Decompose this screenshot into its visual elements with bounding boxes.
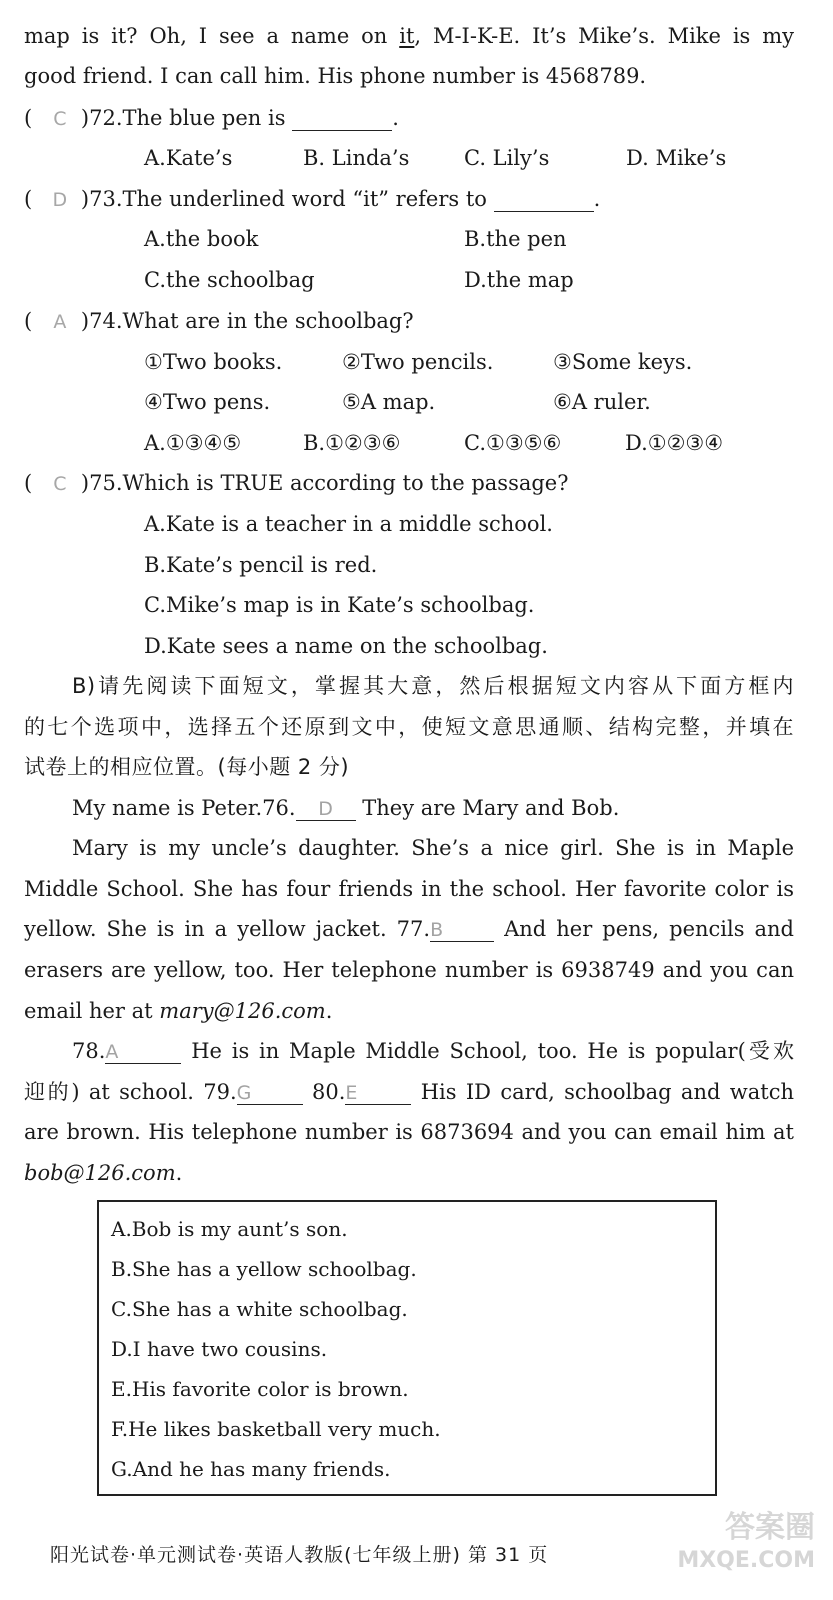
item-74-5: ⑤A map. [342,390,436,414]
section-b-instructions-1: B)请先阅读下面短文，掌握其大意，然后根据短文内容从下面方框内 [72,674,794,698]
item-74-1: ①Two books. [144,350,283,374]
option-75-c: C.Mike’s map is in Kate’s schoolbag. [144,593,535,617]
option-73-d: D.the map [464,268,574,292]
paragraph-text: . [325,999,333,1023]
question-stem: What are in the schoolbag? [122,309,414,333]
question-number: 75 [89,471,116,495]
answer-72: C [53,108,67,130]
paragraph-text: My name is Peter.76. [72,796,296,820]
question-stem: Which is TRUE according to the passage? [122,471,569,495]
option-73-a: A.the book [144,227,259,251]
option-72-c: C. Lily’s [464,146,550,170]
email-mary: mary@126.com [159,999,326,1023]
watermark [677,1508,815,1574]
item-74-3: ③Some keys. [553,350,693,374]
question-75: ( C )75.Which is TRUE according to the passage? [24,469,569,498]
item-74-2: ②Two pencils. [342,350,494,374]
box-option-a: A.Bob is my aunt’s son. [111,1217,348,1241]
item-74-4: ④Two pens. [144,390,271,414]
paragraph-3-line-2 [24,1078,794,1106]
answer-blank [292,108,392,131]
watermark-main: 答案圈 [725,1510,815,1545]
paragraph-2-line-4: erasers are yellow, too. Her telephone number is 6938749 and you can [24,958,794,982]
box-option-g: G.And he has many friends. [111,1457,391,1481]
option-75-a: A.Kate is a teacher in a middle school. [144,512,553,536]
box-option-c: C.She has a white schoolbag. [111,1297,408,1321]
underlined-word-it: it [399,24,415,48]
paragraph-text: yellow. She is in a yellow jacket. 77. [24,917,431,941]
paragraph-text: They are Mary and Bob. [362,796,620,820]
option-72-d: D. Mike’s [626,146,727,170]
blank-77: B [430,919,494,942]
paragraph-3-line-4 [24,1159,182,1187]
paragraph-3-line-3: are brown. His telephone number is 6873694 and you can email him at [24,1120,794,1144]
page-footer: 阳光试卷·单元测试卷·英语人教版(七年级上册) 第 31 页 [50,1544,549,1566]
item-74-6: ⑥A ruler. [553,390,651,414]
option-73-c: C.the schoolbag [144,268,315,292]
paragraph-text: 78. [72,1039,106,1063]
section-b-instructions-2: 的七个选项中，选择五个还原到文中，使短文意思通顺、结构完整，并填在 [24,715,794,739]
option-75-b: B.Kate’s pencil is red. [144,553,378,577]
paragraph-text: His ID card, schoolbag and watch [420,1080,794,1104]
paragraph-2-line-5 [24,997,332,1025]
paragraph-text: 80. [311,1080,346,1104]
box-option-f: F.He likes basketball very much. [111,1417,441,1441]
paragraph-2-line-2: Middle School. She has four friends in the school. Her favorite color is [24,877,794,901]
box-option-e: E.His favorite color is brown. [111,1377,409,1401]
paragraph-text: 迎的) at school. 79. [24,1080,237,1104]
passage-text: map is it? Oh, I see a name on [24,24,400,48]
blank-80: E [345,1082,411,1105]
option-74-c: C.①③⑤⑥ [464,431,562,455]
option-72-b: B. Linda’s [303,146,410,170]
question-number: 74 [89,309,116,333]
answer-blank [494,189,594,212]
answer-73: D [52,189,68,211]
email-bob: bob@126.com [24,1161,176,1185]
box-option-d: D.I have two cousins. [111,1337,328,1361]
paragraph-3-line-1 [72,1037,794,1065]
section-b-instructions-3: 试卷上的相应位置。(每小题 2 分) [24,755,350,779]
paragraph-text: . [175,1161,183,1185]
paragraph-2-line-3 [24,915,794,943]
option-75-d: D.Kate sees a name on the schoolbag. [144,634,548,658]
option-74-a: A.①③④⑤ [144,431,242,455]
paragraph-text: And her pens, pencils and [504,917,794,941]
box-option-b: B.She has a yellow schoolbag. [111,1257,417,1281]
paragraph-text: He is in Maple Middle School, too. He is popular(受欢 [191,1039,794,1063]
option-72-a: A.Kate’s [144,146,233,170]
answer-74: A [53,311,67,333]
passage-text: , M-I-K-E. It’s Mike’s. Mike is my [414,24,794,48]
question-number: 72 [89,106,116,130]
question-72: ( C )72.The blue pen is . [24,104,399,133]
option-74-d: D.①②③④ [625,431,724,455]
answer-75: C [53,473,67,495]
paragraph-text: email her at [24,999,160,1023]
passage-line-2: good friend. I can call him. His phone number is 4568789. [24,64,647,88]
passage-line-1 [24,22,794,50]
blank-78: A [105,1041,181,1064]
option-73-b: B.the pen [464,227,567,251]
question-74: ( A )74.What are in the schoolbag? [24,307,414,336]
question-stem: The underlined word “it” refers to [122,187,487,211]
blank-79: G [237,1082,303,1105]
blank-76: D [296,798,356,821]
watermark-sub: MXQE.COM [677,1548,815,1573]
paragraph-2-line-1: Mary is my uncle’s daughter. She’s a nice girl. She is in Maple [72,836,794,860]
question-number: 73 [89,187,116,211]
paragraph-1 [72,794,619,822]
question-73: ( D )73.The underlined word “it” refers to . [24,185,600,214]
option-74-b: B.①②③⑥ [303,431,401,455]
options-box [97,1200,717,1496]
question-stem: The blue pen is [122,106,286,130]
